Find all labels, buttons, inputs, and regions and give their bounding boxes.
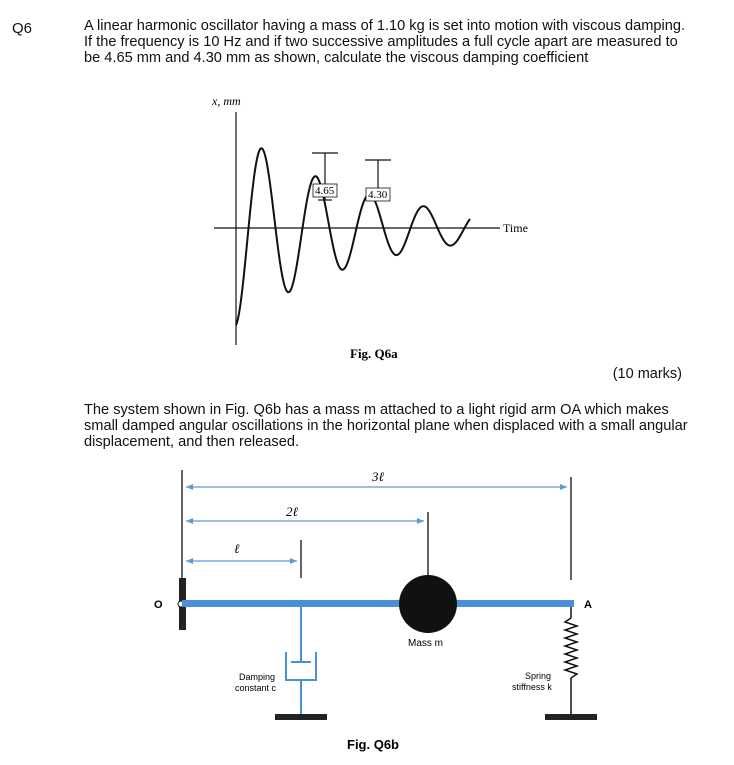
question-part-b-text: The system shown in Fig. Q6b has a mass m attached to a light rigid arm OA which makes small damped angular oscillations in the horizontal plane when displaced with a small angular displacement, and then released. [84, 402, 688, 450]
damping-label-2: constant c [235, 683, 277, 693]
marks-label: (10 marks) [612, 366, 682, 382]
damping-label-1: Damping [239, 672, 276, 682]
label-a: A [584, 599, 592, 611]
dim-label-2l: 2ℓ [286, 504, 298, 519]
spring-ground [545, 714, 597, 720]
label-o: O [154, 599, 163, 611]
fig-b-caption: Fig. Q6b [347, 737, 399, 752]
spring-coil [565, 618, 577, 678]
mass-ball [399, 575, 457, 633]
mass-label: Mass m [408, 638, 443, 649]
dim-label-l: ℓ [234, 541, 240, 556]
x-axis-label: Time [503, 221, 528, 235]
fig-a-caption: Fig. Q6a [350, 346, 398, 361]
amp2-label: 4.30 [368, 189, 388, 201]
amp1-label: 4.65 [315, 185, 335, 197]
spring-label-1: Spring [525, 671, 552, 681]
y-axis-label: x, mm [212, 94, 241, 108]
spring-label-2: stiffness k [512, 682, 552, 692]
question-part-a-text: A linear harmonic oscillator having a mass of 1.10 kg is set into motion with viscous damping. If the frequency is 10 Hz and if two successive amplitudes a full cycle apart are measured to be 4.65 mm and 4.30 mm as shown, calculate the viscous damping coefficient [84, 18, 686, 66]
damper-ground [275, 714, 327, 720]
dim-label-3l: 3ℓ [372, 469, 384, 484]
question-number: Q6 [12, 20, 33, 37]
rigid-arm [182, 600, 574, 607]
